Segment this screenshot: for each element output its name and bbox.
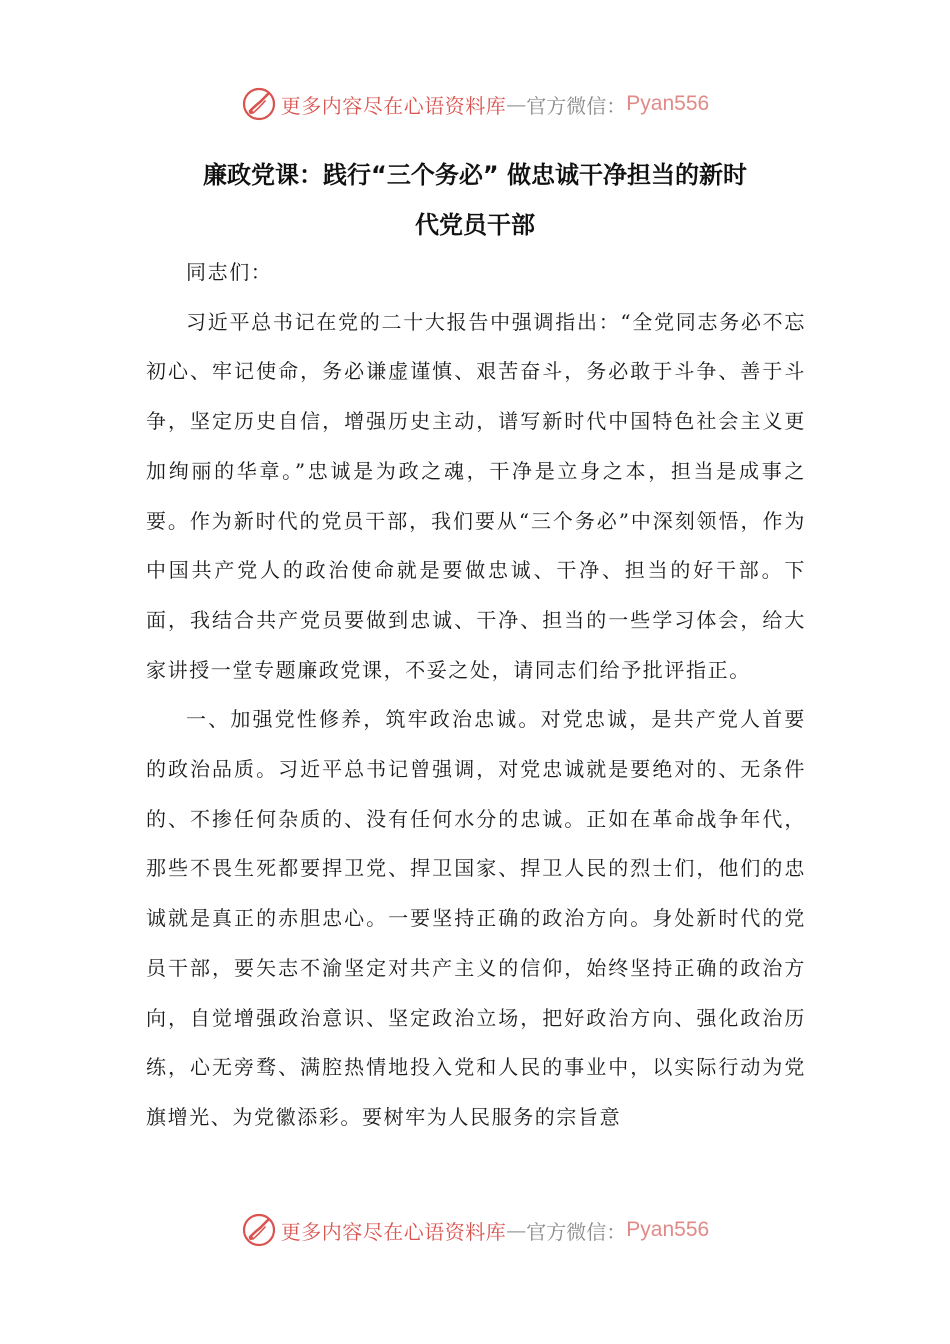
title-line-2: 代党员干部 [415,211,535,239]
paragraph-2: 一、加强党性修养，筑牢政治忠诚。对党忠诚，是共产党人首要的政治品质。习近平总书记曾强调，对党忠诚就是要绝对的、无条件的、不掺任何杂质的、没有任何水分的忠诚。正如在革命战争年代，那些不畏生死都要捍卫党、捍卫国家、捍卫人民的烈士们，他们的忠诚就是真正的赤胆忠心。一要坚持正确的政治方向。身处新时代的党员干部，要矢志不渝坚定对共产主义的信仰，始终坚持正确的政治方向，自觉增强政治意识、坚定政治立场，把好政治方向、强化政治历练，心无旁骛、满腔热情地投入党和人民的事业中，以实际行动为党旗增光、为党徽添彩。要树牢为人民服务的宗旨意 [146,707,806,1129]
title-line-1: 廉政党课：践行“三个务必” 做忠诚干净担当的新时 [203,161,747,189]
document-body [146,248,806,1143]
footer-banner [0,1210,950,1250]
separator: — [506,92,527,116]
salutation: 同志们： [186,260,273,284]
pen-circle-icon [241,1212,277,1248]
separator: — [506,1218,527,1242]
brand-text: 更多内容尽在心语资料库 [280,1219,507,1244]
brand-text: 更多内容尽在心语资料库 [280,93,507,118]
wechat-id: Pyan556 [626,92,710,115]
wechat-id: Pyan556 [626,1218,710,1241]
header-banner [0,84,950,124]
wechat-label: 官方微信： [526,1219,627,1244]
wechat-label: 官方微信： [526,93,627,118]
document-title [145,150,805,250]
paragraph-1: 习近平总书记在党的二十大报告中强调指出：“全党同志务必不忘初心、牢记使命，务必谦虚谨慎、艰苦奋斗，务必敢于斗争、善于斗争，坚定历史自信，增强历史主动，谱写新时代中国特色社会主义更加绚丽的华章。”忠诚是为政之魂，干净是立身之本，担当是成事之要。作为新时代的党员干部，我们要从“三个务必”中深刻领悟，作为中国共产党人的政治使命就是要做忠诚、干净、担当的好干部。下面，我结合共产党员要做到忠诚、干净、担当的一些学习体会，给大家讲授一堂专题廉政党课，不妥之处，请同志们给予批评指正。 [146,309,806,682]
pen-circle-icon [241,86,277,122]
